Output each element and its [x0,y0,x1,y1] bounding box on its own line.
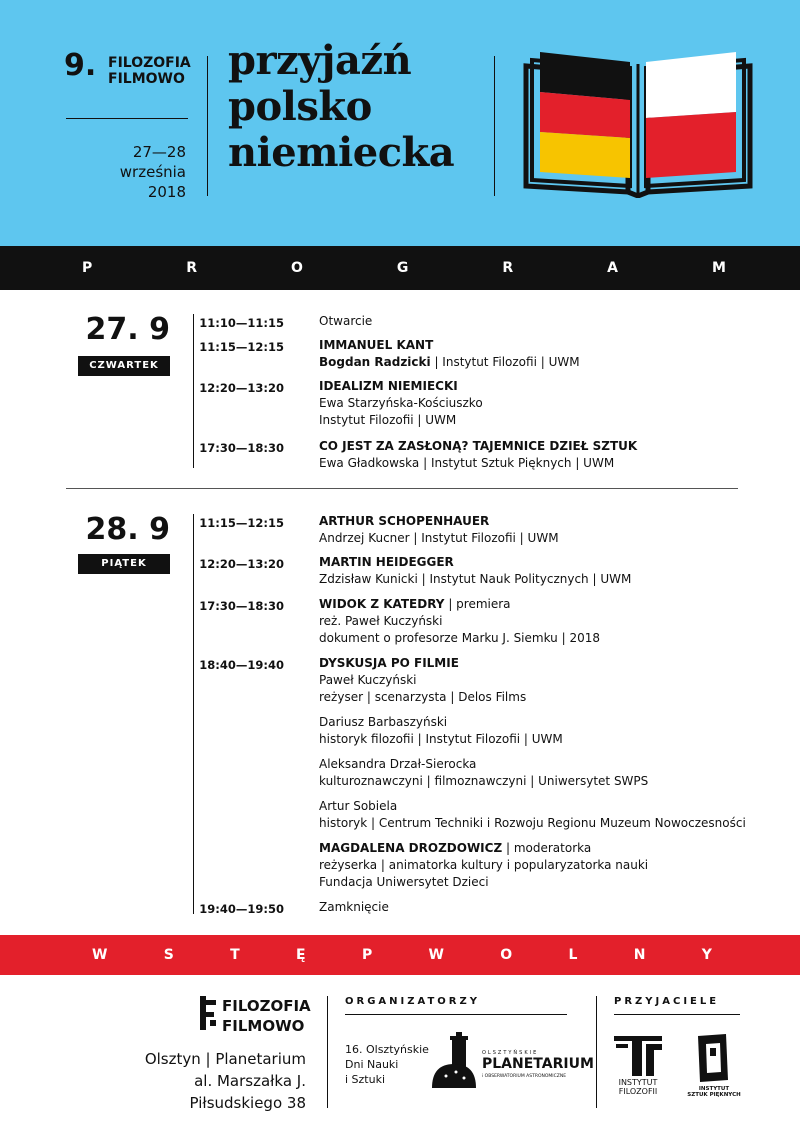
entry-line [319,655,759,672]
header-vertical-divider-right [494,56,495,196]
header-divider [66,118,188,119]
instytut-filozofii-caption [606,1078,670,1096]
venue-line1: Olsztyn | Planetarium [144,1050,306,1068]
schedule-time: 12:20—13:20 [199,557,284,571]
planetarium-label-small: OLSZTYŃSKIE [482,1050,539,1056]
entry-title: DYSKUSJA PO FILMIE [319,656,459,670]
entry-line [319,438,759,455]
entry-line: Otwarcie [319,314,373,328]
program-letter: M [711,260,726,276]
date-line3: 2018 [147,183,186,201]
entry-line [319,337,759,354]
entry-speaker: Zdzisław Kunicki [319,572,418,586]
day-weekday-badge: PIĄTEK [78,554,170,574]
ff-logo-line2: FILMOWO [222,1017,305,1035]
entry-title: IDEALIZM NIEMIECKI [319,379,458,393]
program-letter: R [502,260,514,276]
header-vertical-divider [207,56,208,196]
schedule-entry [319,840,759,891]
program-letter: R [186,260,198,276]
festival-name-line2: FILMOWO [108,71,185,87]
entry-line: historyk filozofii | Instytut Filozofii | UWM [319,732,563,746]
date-line1: 27—28 [132,143,186,161]
footer-divider [327,996,328,1108]
entry-speaker: Andrzej Kucner [319,531,410,545]
ff-logo-icon [200,996,218,1030]
page-title [228,38,454,176]
entry-title: MAGDALENA DROZDOWICZ [319,841,503,855]
day-timeline [193,514,194,914]
dni-line2: Dni Nauki [345,1058,399,1071]
open-book-flags-icon [518,46,758,198]
entry-speaker: Ewa Gładkowska [319,456,420,470]
planetarium-logo [430,1030,594,1094]
dni-line3: i Sztuki [345,1073,386,1086]
free-entry-letter: Ę [296,947,306,963]
entry-speaker: Bogdan Radzicki [319,355,431,369]
instytut-sztuk-pieknych-logo-icon [696,1034,730,1084]
title-line3: niemiecka [228,129,455,176]
friends-title: PRZYJACIELE [614,996,720,1007]
free-entry-letter: O [500,947,513,963]
entry-line [319,378,759,395]
free-entry-letter: S [163,947,174,963]
ff-logo-line1: FILOZOFIA [222,997,311,1015]
entry-note: | moderatorka [502,841,592,855]
entry-affiliation: | Instytut Sztuk Pięknych | UWM [419,456,615,470]
schedule-entry [319,554,759,588]
schedule-entry [319,378,759,429]
ff-logo-text [222,996,311,1036]
schedule-time: 11:15—12:15 [199,340,284,354]
organizers-title: ORGANIZATORZY [345,996,480,1007]
inst2-line1: INSTYTUT [698,1086,730,1092]
entry-line: Dariusz Barbaszyński [319,715,448,729]
entry-title: ARTHUR SCHOPENHAUER [319,514,490,528]
entry-line [319,596,759,613]
program-bar [0,246,800,290]
entry-line: reżyserka | animatorka kultury i popularyzatorka nauki [319,858,649,872]
day-weekday-badge: CZWARTEK [78,356,170,376]
venue-line2: al. Marszałka J. Piłsudskiego 38 [189,1072,306,1112]
day-timeline [193,314,194,468]
entry-line [319,530,759,547]
instytut-sztuk-pieknych-caption [684,1086,744,1098]
planetarium-label-sub: i OBSERWATORIUM ASTRONOMICZNE [482,1074,567,1079]
header-banner [0,0,800,246]
filozofia-filmowo-logo [200,996,311,1035]
festival-name [108,55,191,87]
program-letter: G [396,260,409,276]
festival-dates [66,142,186,202]
entry-title: CO JEST ZA ZASŁONĄ? TAJEMNICE DZIEŁ SZTUK [319,439,638,453]
entry-line [319,455,759,472]
entry-line: Instytut Filozofii | UWM [319,413,457,427]
observatory-icon [430,1030,480,1090]
entry-line: Fundacja Uniwersytet Dzieci [319,875,489,889]
entry-title: MARTIN HEIDEGGER [319,555,454,569]
schedule-time: 17:30—18:30 [199,599,284,613]
program-letter: P [82,260,93,276]
free-entry-letter: N [633,947,646,963]
schedule-entry [319,714,759,748]
schedule-time: 17:30—18:30 [199,441,284,455]
day-date: 27. 9 [85,312,170,347]
inst1-line2: FILOZOFII [618,1087,658,1096]
entry-line: Artur Sobiela [319,799,398,813]
entry-title: WIDOK Z KATEDRY [319,597,445,611]
entry-note: | premiera [444,597,511,611]
title-line1: przyjaźń [228,37,412,84]
dni-nauki-text [345,1042,429,1087]
entry-line: kulturoznawczyni | filmoznawczyni | Uniwersytet SWPS [319,774,649,788]
entry-line: dokument o profesorze Marku J. Siemku | 2018 [319,631,600,645]
dni-line1: 16. Olsztyńskie [345,1043,429,1056]
entry-affiliation: | Instytut Filozofii | UWM [430,355,580,369]
instytut-filozofii-logo-icon [614,1036,662,1076]
entry-line: Zamknięcie [319,900,389,914]
free-entry-letter: T [230,947,240,963]
entry-affiliation: | Instytut Nauk Politycznych | UWM [417,572,632,586]
schedule-time: 12:20—13:20 [199,381,284,395]
schedule-entry [319,513,759,547]
planetarium-label: PLANETARIUM [482,1056,594,1072]
entry-line [319,840,759,857]
schedule-entry [319,438,759,472]
date-line2: września [119,163,186,181]
schedule-entry [319,337,759,371]
organizers-underline [345,1014,567,1015]
schedule-time: 11:15—12:15 [199,516,284,530]
inst1-line1: INSTYTUT [618,1078,658,1087]
entry-line: Paweł Kuczyński [319,673,417,687]
free-entry-letter: P [361,947,373,963]
free-entry-letter: L [568,947,578,963]
entry-line [319,554,759,571]
schedule-entry [319,313,759,330]
friends-underline [614,1014,740,1015]
edition-number: 9. [64,48,97,83]
free-entry-letter: Y [701,947,712,963]
festival-name-line1: FILOZOFIA [108,55,191,71]
schedule-time: 19:40—19:50 [199,902,284,916]
entry-title: IMMANUEL KANT [319,338,434,352]
entry-affiliation: | Instytut Filozofii | UWM [409,531,559,545]
schedule-time: 11:10—11:15 [199,316,284,330]
program-letter: O [291,260,303,276]
schedule-entry [319,899,759,916]
inst2-line2: SZTUK PIĘKNYCH [687,1092,741,1098]
entry-line: Aleksandra Drzał-Sierocka [319,757,477,771]
day-date: 28. 9 [85,512,170,547]
schedule-entry [319,596,759,647]
day-separator [66,488,738,489]
schedule-entry [319,655,759,706]
entry-line [319,513,759,530]
entry-line: Ewa Starzyńska-Kościuszko [319,396,483,410]
schedule-time: 18:40—19:40 [199,658,284,672]
entry-line [319,354,759,371]
free-entry-bar [0,935,800,975]
venue-address [100,1048,306,1114]
entry-line: reżyser | scenarzysta | Delos Films [319,690,527,704]
entry-line: reż. Paweł Kuczyński [319,614,443,628]
footer-divider [596,996,597,1108]
schedule-entry [319,756,759,790]
entry-line: historyk | Centrum Techniki i Rozwoju Regionu Muzeum Nowoczesności [319,816,746,830]
free-entry-letter: W [428,947,444,963]
schedule-entry [319,798,759,832]
program-letter: A [607,260,618,276]
entry-line [319,571,759,588]
title-line2: polsko [228,83,372,130]
free-entry-letter: W [92,947,108,963]
